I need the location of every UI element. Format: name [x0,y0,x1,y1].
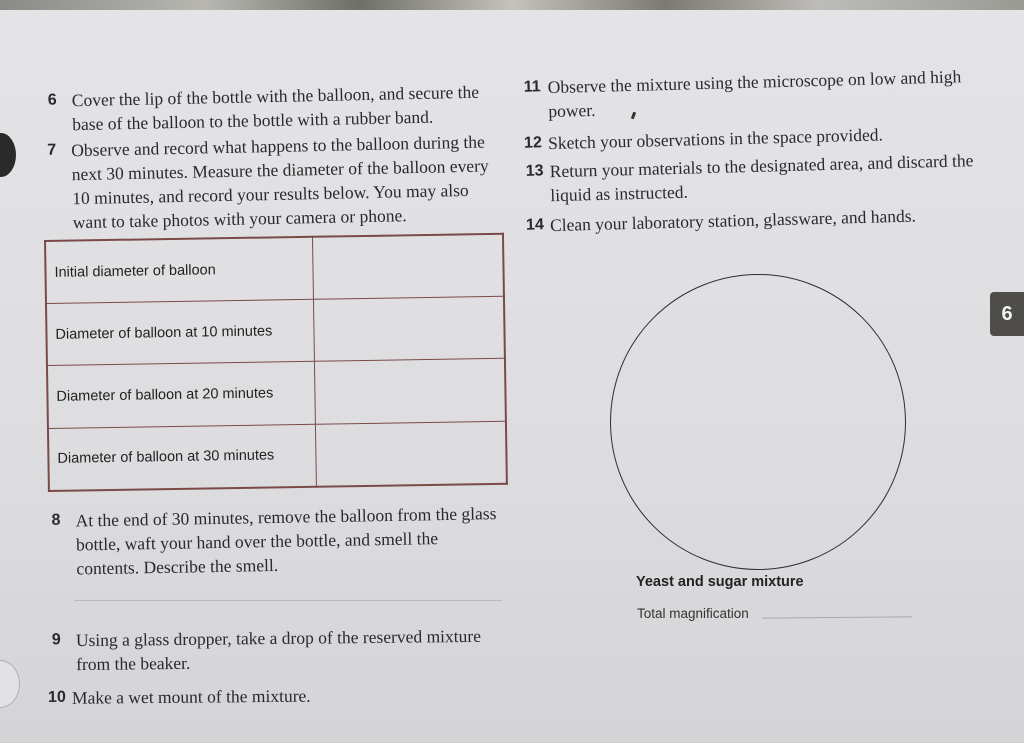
row-value-cell[interactable] [315,421,506,487]
step-text: Return your materials to the designated area, and discard the liquid as instructed. [549,150,974,206]
magnification-label: Total magnification [637,606,749,621]
sketch-caption: Yeast and sugar mixture [636,574,804,590]
step-number: 6 [47,91,57,109]
table-row [46,297,505,366]
step-text: Sketch your observations in the space provided. [547,124,884,154]
step-8 [51,501,497,581]
row-value-cell[interactable] [313,297,504,362]
row-label: Diameter of balloon at 30 minutes [48,424,316,491]
table-row [47,359,506,428]
step-number: 10 [47,688,66,706]
step-text: At the end of 30 minutes, remove the balloon from the glass bottle, waft your hand over the bottle, and smell the contents. Describe the smell. [75,503,497,579]
table-row [48,421,507,491]
row-label: Diameter of balloon at 10 minutes [46,300,314,366]
row-value-cell[interactable] [314,359,505,424]
step-number: 12 [523,134,543,152]
table-row [45,234,504,304]
step-text: Clean your laboratory station, glassware, and hands. [549,205,917,236]
step-number: 8 [51,511,61,529]
step-number: 13 [525,162,544,180]
step-text: Cover the lip of the bottle with the balloon, and secure the base of the balloon to the bottle with a rubber band. [71,81,480,135]
step-text: Using a glass dropper, take a drop of the reserved mixture from the beaker. [75,625,482,675]
sketch-circle[interactable] [610,274,906,570]
row-label: Initial diameter of balloon [45,237,313,304]
step-number: 11 [523,78,541,96]
step-10 [48,682,493,710]
step-6 [48,79,499,136]
step-text: Observe and record what happens to the balloon during the next 30 minutes. Measure the diameter of the balloon every 10 minutes, and record your results below. You may also want to take photos with your camera or phone. [71,131,489,233]
step-number: 9 [51,631,61,649]
step-9 [52,624,497,677]
row-label: Diameter of balloon at 20 minutes [47,362,315,428]
smell-answer-line[interactable] [74,600,502,601]
row-value-cell[interactable] [312,234,503,300]
photo-background-strip [0,0,1024,10]
step-number: 7 [47,141,57,159]
step-7 [47,129,499,234]
step-text: Make a wet mount of the mixture. [71,685,311,708]
chapter-tab: 6 [990,292,1024,336]
step-text: Observe the mixture using the microscope on low and high power. [547,66,962,122]
step-number: 14 [525,216,545,234]
balloon-diameter-table [44,233,508,492]
